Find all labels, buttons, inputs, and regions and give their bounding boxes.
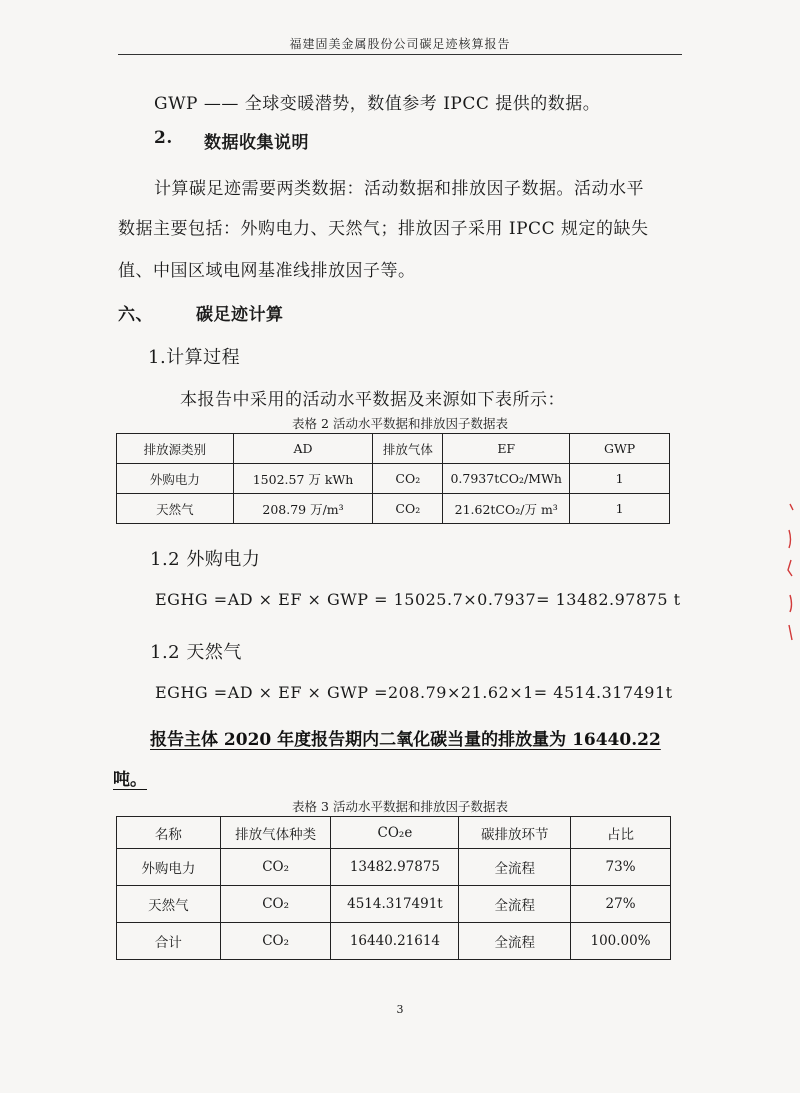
electricity-formula: EGHG =AD × EF × GWP = 15025.7×0.7937= 13482.97875 t <box>155 590 681 609</box>
table-cell: 合计 <box>117 923 221 960</box>
table-header-cell: 名称 <box>117 817 221 849</box>
data-collection-para-line-3: 值、中国区域电网基准线排放因子等。 <box>118 261 416 281</box>
table-cell: CO₂ <box>220 849 331 886</box>
data-collection-para-line-2: 数据主要包括：外购电力、天然气；排放因子采用 IPCC 规定的缺失 <box>118 219 649 239</box>
table-header-cell: 碳排放环节 <box>459 817 571 849</box>
table-header-cell: AD <box>233 434 373 464</box>
table-cell: 外购电力 <box>117 849 221 886</box>
table-header-row <box>117 817 671 849</box>
table-cell: 208.79 万/m³ <box>233 494 373 524</box>
section-2-heading: 数据收集说明 <box>204 133 309 153</box>
data-collection-para-line-1: 计算碳足迹需要两类数据：活动数据和排放因子数据。活动水平 <box>154 179 644 199</box>
table-intro-text: 本报告中采用的活动水平数据及来源如下表所示： <box>180 390 565 410</box>
table-cell: CO₂ <box>220 886 331 923</box>
section-2-number: 2. <box>154 128 173 148</box>
header-divider <box>118 54 682 55</box>
gwp-definition: GWP —— 全球变暖潜势，数值参考 IPCC 提供的数据。 <box>154 94 601 114</box>
table-cell: 全流程 <box>459 886 571 923</box>
table-2-caption: 表格 2 活动水平数据和排放因子数据表 <box>292 416 508 431</box>
table-row <box>117 464 670 494</box>
table-cell: 天然气 <box>117 494 234 524</box>
table-cell: 13482.97875 <box>331 849 459 886</box>
table-header-cell: 排放源类别 <box>117 434 234 464</box>
table-cell: 1502.57 万 kWh <box>233 464 373 494</box>
table-cell: 全流程 <box>459 849 571 886</box>
table-row <box>117 849 671 886</box>
table-cell: 外购电力 <box>117 464 234 494</box>
table-cell: 1 <box>570 464 670 494</box>
table-row <box>117 494 670 524</box>
gas-formula: EGHG =AD × EF × GWP =208.79×21.62×1= 4514.317491t <box>155 683 673 702</box>
table-cell: 全流程 <box>459 923 571 960</box>
section-6-heading: 碳足迹计算 <box>196 305 284 325</box>
table-header-cell: 占比 <box>571 817 671 849</box>
emission-summary-table <box>116 816 671 960</box>
activity-data-table <box>116 433 670 524</box>
subsection-calc-process: 1.计算过程 <box>148 347 241 368</box>
table-row <box>117 886 671 923</box>
electricity-calc-heading: 1.2 外购电力 <box>150 549 261 570</box>
table-cell: 73% <box>571 849 671 886</box>
emission-conclusion-line-1: 报告主体 2020 年度报告期内二氧化碳当量的排放量为 16440.22 <box>150 730 661 750</box>
table-cell: CO₂ <box>220 923 331 960</box>
gas-calc-heading: 1.2 天然气 <box>150 642 242 663</box>
table-cell: 16440.21614 <box>331 923 459 960</box>
table-header-cell: 排放气体种类 <box>220 817 331 849</box>
table-row <box>117 923 671 960</box>
table-header-cell: EF <box>443 434 570 464</box>
emission-conclusion-line-2: 吨。 <box>113 770 147 790</box>
table-header-cell: 排放气体 <box>373 434 443 464</box>
table-cell: 0.7937tCO₂/MWh <box>443 464 570 494</box>
page-header-title: 福建固美金属股份公司碳足迹核算报告 <box>289 37 511 51</box>
table-cell: 21.62tCO₂/万 m³ <box>443 494 570 524</box>
table-header-cell: GWP <box>570 434 670 464</box>
table-3-caption: 表格 3 活动水平数据和排放因子数据表 <box>292 799 508 814</box>
table-cell: CO₂ <box>373 464 443 494</box>
table-cell: 天然气 <box>117 886 221 923</box>
table-cell: 4514.317491t <box>331 886 459 923</box>
table-cell: CO₂ <box>373 494 443 524</box>
table-cell: 1 <box>570 494 670 524</box>
seal-stamp-fragment <box>784 500 794 650</box>
page-number: 3 <box>396 1003 404 1016</box>
section-6-number: 六、 <box>118 305 153 325</box>
table-cell: 100.00% <box>571 923 671 960</box>
table-cell: 27% <box>571 886 671 923</box>
table-header-cell: CO₂e <box>331 817 459 849</box>
table-header-row <box>117 434 670 464</box>
